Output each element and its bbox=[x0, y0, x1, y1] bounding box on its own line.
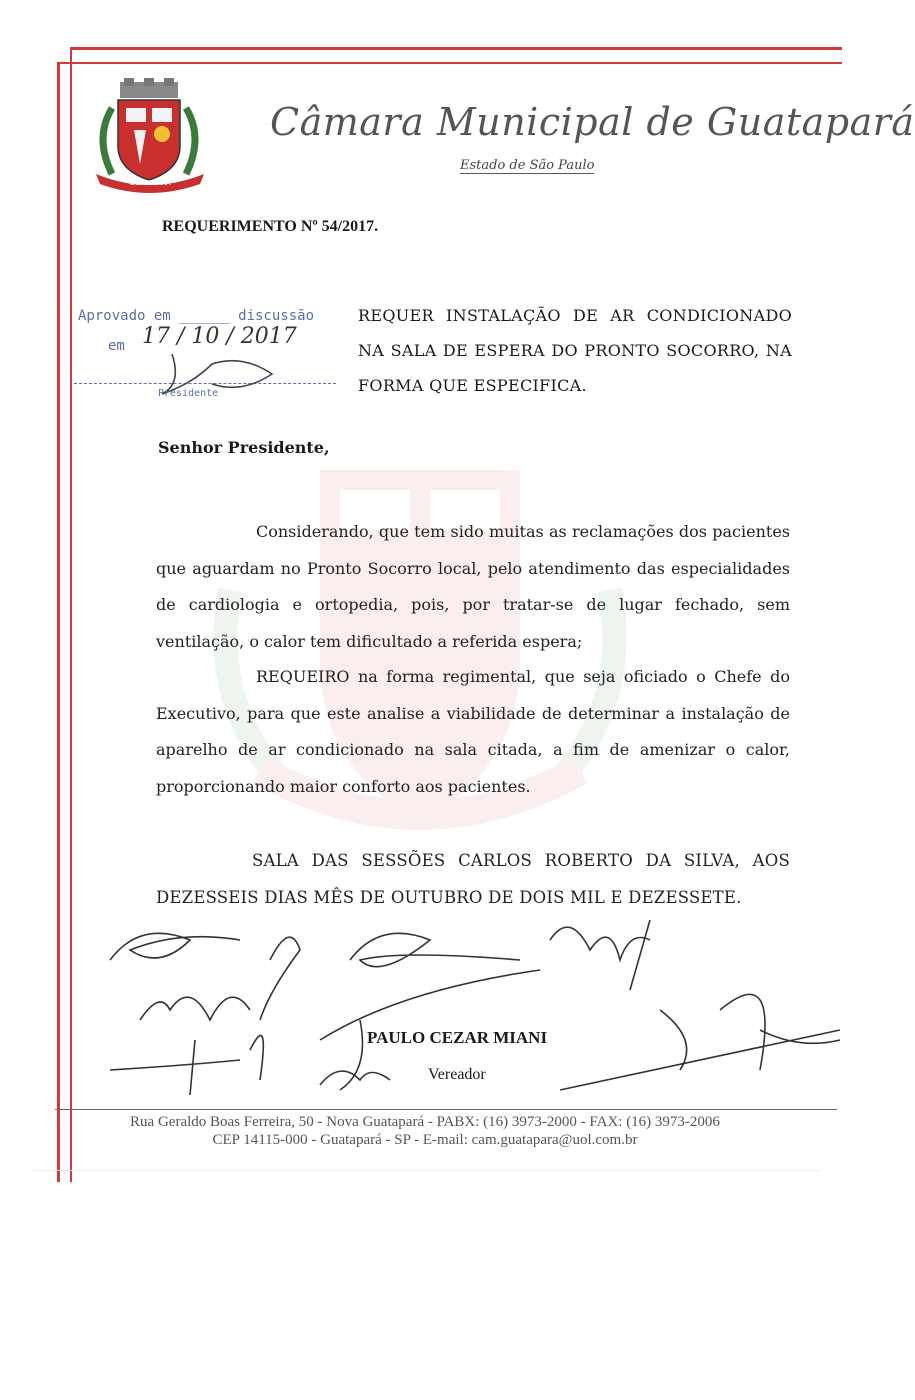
crest-logo bbox=[88, 78, 212, 194]
body-paragraph-session: SALA DAS SESSÕES CARLOS ROBERTO DA SILVA, AOS DEZESSEIS DIAS MÊS DE OUTUBRO DE DOIS MIL E DEZESSETE. bbox=[156, 851, 790, 907]
stamp-em-line: em bbox=[108, 338, 125, 354]
frame-top-line-outer bbox=[72, 47, 842, 50]
footer-contact: CEP 14115-000 - Guatapará - SP - E-mail: cam.guatapara@uol.com.br bbox=[212, 1132, 638, 1148]
frame-left-line-outer bbox=[57, 62, 60, 1182]
request-subject: REQUER INSTALAÇÃO DE AR CONDICIONADO NA SALA DE ESPERA DO PRONTO SOCORRO, NA FORMA QUE ESPECIFICA. bbox=[358, 306, 792, 395]
crest-banner-text: GUATAPARÁ bbox=[129, 179, 171, 187]
approval-stamp bbox=[72, 300, 342, 420]
signer-role: Vereador bbox=[428, 1066, 486, 1083]
footer-bottom-divider bbox=[30, 1170, 820, 1171]
signer-name: PAULO CEZAR MIANI bbox=[367, 1028, 548, 1047]
stamp-date: 17 / 10 / 2017 bbox=[142, 324, 297, 349]
body-paragraph-request: REQUEIRO na forma regimental, que seja oficiado o Chefe do Executivo, para que este analise a viabilidade de determinar a instalação de aparelho de ar condicionado na sala citada, a fim de amenizar o calor, proporcionando maior conforto aos pacientes. bbox=[156, 667, 790, 796]
frame-left-line-inner bbox=[70, 47, 72, 1182]
footer-address: Rua Geraldo Boas Ferreira, 50 - Nova Guatapará - PABX: (16) 3973-2000 - FAX: (16) 3973-2006 bbox=[130, 1114, 720, 1130]
request-number: REQUERIMENTO Nº 54/2017. bbox=[162, 218, 379, 235]
stamp-president-label: Presidente bbox=[158, 388, 219, 399]
body-paragraph-considering: Considerando, que tem sido muitas as reclamações dos pacientes que aguardam no Pronto Socorro local, pelo atendimento das especialidades de cardiologia e ortopedia, pois, por tratar-se de lugar fechado, sem ventilação, o calor tem dificultado a referida espera; bbox=[156, 522, 790, 651]
salutation: Senhor Presidente, bbox=[158, 438, 330, 457]
institution-subtitle: Estado de São Paulo bbox=[460, 158, 595, 173]
footer-divider bbox=[55, 1109, 837, 1110]
institution-title: Câmara Municipal de Guatapará bbox=[270, 100, 915, 144]
stamp-approved-line: Aprovado em ______ discussão bbox=[78, 308, 315, 324]
frame-top-line-inner bbox=[58, 62, 842, 64]
